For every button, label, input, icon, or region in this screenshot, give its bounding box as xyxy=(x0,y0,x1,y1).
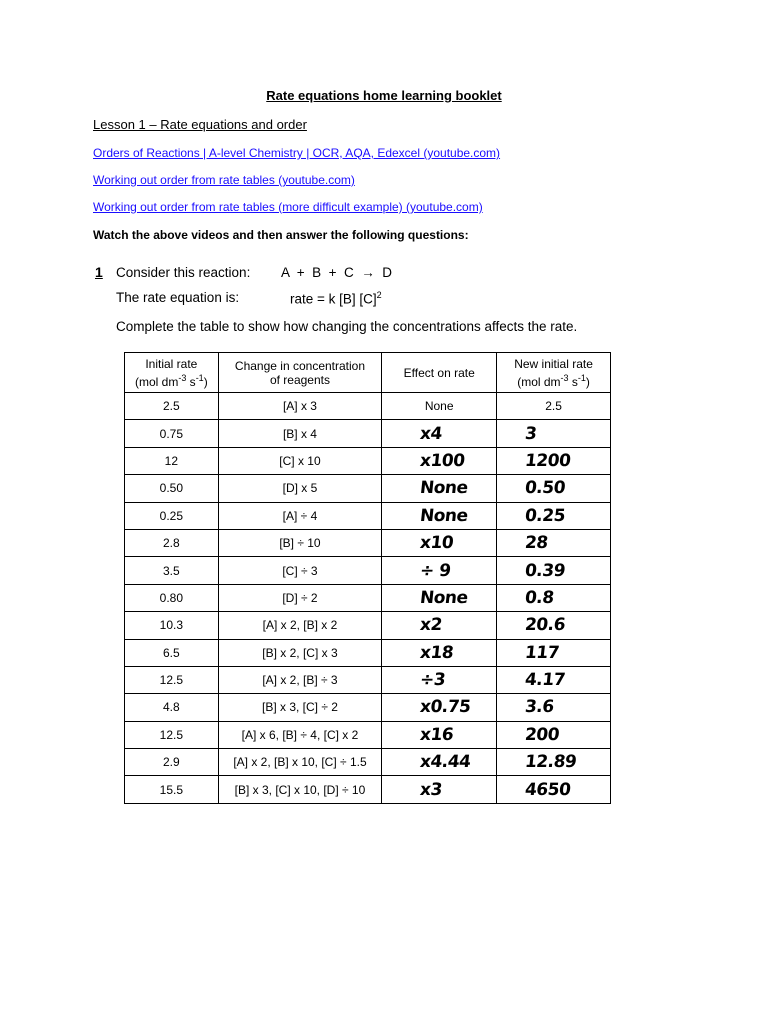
cell-change: [B] x 3, [C] x 10, [D] ÷ 10 xyxy=(218,776,382,803)
cell-new-rate-handwritten: 200 xyxy=(497,721,611,748)
rate-table xyxy=(124,352,611,804)
cell-change: [B] x 2, [C] x 3 xyxy=(218,639,382,666)
video-link-order-from-rate-tables[interactable]: Working out order from rate tables (youtube.com) xyxy=(93,173,355,187)
cell-initial-rate: 12.5 xyxy=(125,666,219,693)
cell-change: [A] x 6, [B] ÷ 4, [C] x 2 xyxy=(218,721,382,748)
cell-initial-rate: 2.8 xyxy=(125,529,219,556)
cell-initial-rate: 0.80 xyxy=(125,584,219,611)
cell-change: [B] x 3, [C] ÷ 2 xyxy=(218,694,382,721)
table-row xyxy=(125,475,611,502)
cell-new-rate-handwritten: 0.39 xyxy=(497,557,611,584)
header-new-initial-rate: New initial rate (mol $dm^{-3}$ $s^{-1}$) xyxy=(497,353,611,393)
cell-change: [D] x 5 xyxy=(218,475,382,502)
cell-initial-rate: 2.9 xyxy=(125,749,219,776)
cell-effect-handwritten: x18 xyxy=(382,639,497,666)
video-link-orders-of-reactions[interactable]: Orders of Reactions | A-level Chemistry | OCR, AQA, Edexcel (youtube.com) xyxy=(93,146,501,160)
table-row xyxy=(125,639,611,666)
cell-new-rate-handwritten: 0.25 xyxy=(497,502,611,529)
question-instruction: Complete the table to show how changing the concentrations affects the rate. xyxy=(116,319,578,334)
cell-effect-handwritten: x4.44 xyxy=(382,749,497,776)
question-rate-label: The rate equation is: xyxy=(116,290,240,305)
cell-effect-handwritten: ÷ 9 xyxy=(382,557,497,584)
cell-change: [C] x 10 xyxy=(218,447,382,474)
lesson-heading: Lesson 1 – Rate equations and order xyxy=(93,117,307,132)
cell-new-rate-handwritten: 20.6 xyxy=(497,612,611,639)
cell-initial-rate: 4.8 xyxy=(125,694,219,721)
cell-change: [A] x 3 xyxy=(218,393,382,420)
cell-effect-handwritten: None xyxy=(382,502,497,529)
cell-initial-rate: 12 xyxy=(125,447,219,474)
cell-change: [A] x 2, [B] x 2 xyxy=(218,612,382,639)
table-row xyxy=(125,420,611,447)
cell-effect-handwritten: x4 xyxy=(382,420,497,447)
question-number: 1 xyxy=(95,264,103,280)
cell-new-rate-handwritten: 0.50 xyxy=(497,475,611,502)
table-row xyxy=(125,502,611,529)
table-row xyxy=(125,776,611,803)
cell-new-rate-handwritten: 12.89 xyxy=(497,749,611,776)
cell-effect-handwritten: ÷3 xyxy=(382,666,497,693)
cell-effect-handwritten: x2 xyxy=(382,612,497,639)
cell-new-rate: 2.5 xyxy=(497,393,611,420)
cell-initial-rate: 6.5 xyxy=(125,639,219,666)
cell-initial-rate: 0.50 xyxy=(125,475,219,502)
table-row xyxy=(125,584,611,611)
rate-equation: rate = k [B] $[C]^2$ xyxy=(290,290,382,307)
header-effect-on-rate: Effect on rate xyxy=(382,353,497,393)
cell-effect-handwritten: x100 xyxy=(382,447,497,474)
header-initial-rate: Initial rate (mol $dm^{-3}$ $s^{-1}$) xyxy=(125,353,219,393)
cell-change: [D] ÷ 2 xyxy=(218,584,382,611)
cell-new-rate-handwritten: 1200 xyxy=(497,447,611,474)
cell-new-rate-handwritten: 0.8 xyxy=(497,584,611,611)
cell-new-rate-handwritten: 28 xyxy=(497,529,611,556)
cell-initial-rate: 15.5 xyxy=(125,776,219,803)
cell-change: [A] x 2, [B] ÷ 3 xyxy=(218,666,382,693)
header-change-in-concentration: Change in concentration of reagents xyxy=(218,353,382,393)
cell-initial-rate: 3.5 xyxy=(125,557,219,584)
cell-change: [A] ÷ 4 xyxy=(218,502,382,529)
cell-effect-handwritten: x10 xyxy=(382,529,497,556)
cell-change: [A] x 2, [B] x 10, [C] ÷ 1.5 xyxy=(218,749,382,776)
table-row xyxy=(125,694,611,721)
reaction-equation: A + B + C → D xyxy=(281,265,393,280)
table-row xyxy=(125,393,611,420)
table-row xyxy=(125,557,611,584)
cell-effect-handwritten: x16 xyxy=(382,721,497,748)
cell-effect: None xyxy=(382,393,497,420)
table-header-row xyxy=(125,353,611,393)
cell-initial-rate: 12.5 xyxy=(125,721,219,748)
instruction-text: Watch the above videos and then answer the following questions: xyxy=(93,228,469,242)
video-link-order-difficult-example[interactable]: Working out order from rate tables (more difficult example) (youtube.com) xyxy=(93,200,483,214)
table-row xyxy=(125,612,611,639)
cell-effect-handwritten: x3 xyxy=(382,776,497,803)
cell-change: [B] x 4 xyxy=(218,420,382,447)
cell-new-rate-handwritten: 3.6 xyxy=(497,694,611,721)
table-row xyxy=(125,721,611,748)
table-row xyxy=(125,447,611,474)
cell-new-rate-handwritten: 4.17 xyxy=(497,666,611,693)
question-reaction-label: Consider this reaction: xyxy=(116,265,251,280)
cell-effect-handwritten: None xyxy=(382,584,497,611)
cell-effect-handwritten: x0.75 xyxy=(382,694,497,721)
cell-new-rate-handwritten: 3 xyxy=(497,420,611,447)
cell-initial-rate: 2.5 xyxy=(125,393,219,420)
cell-initial-rate: 0.75 xyxy=(125,420,219,447)
table-row xyxy=(125,749,611,776)
table-row xyxy=(125,529,611,556)
document-title: Rate equations home learning booklet xyxy=(266,88,502,103)
cell-change: [C] ÷ 3 xyxy=(218,557,382,584)
cell-initial-rate: 0.25 xyxy=(125,502,219,529)
cell-new-rate-handwritten: 4650 xyxy=(497,776,611,803)
cell-initial-rate: 10.3 xyxy=(125,612,219,639)
cell-new-rate-handwritten: 117 xyxy=(497,639,611,666)
cell-effect-handwritten: None xyxy=(382,475,497,502)
cell-change: [B] ÷ 10 xyxy=(218,529,382,556)
table-row xyxy=(125,666,611,693)
